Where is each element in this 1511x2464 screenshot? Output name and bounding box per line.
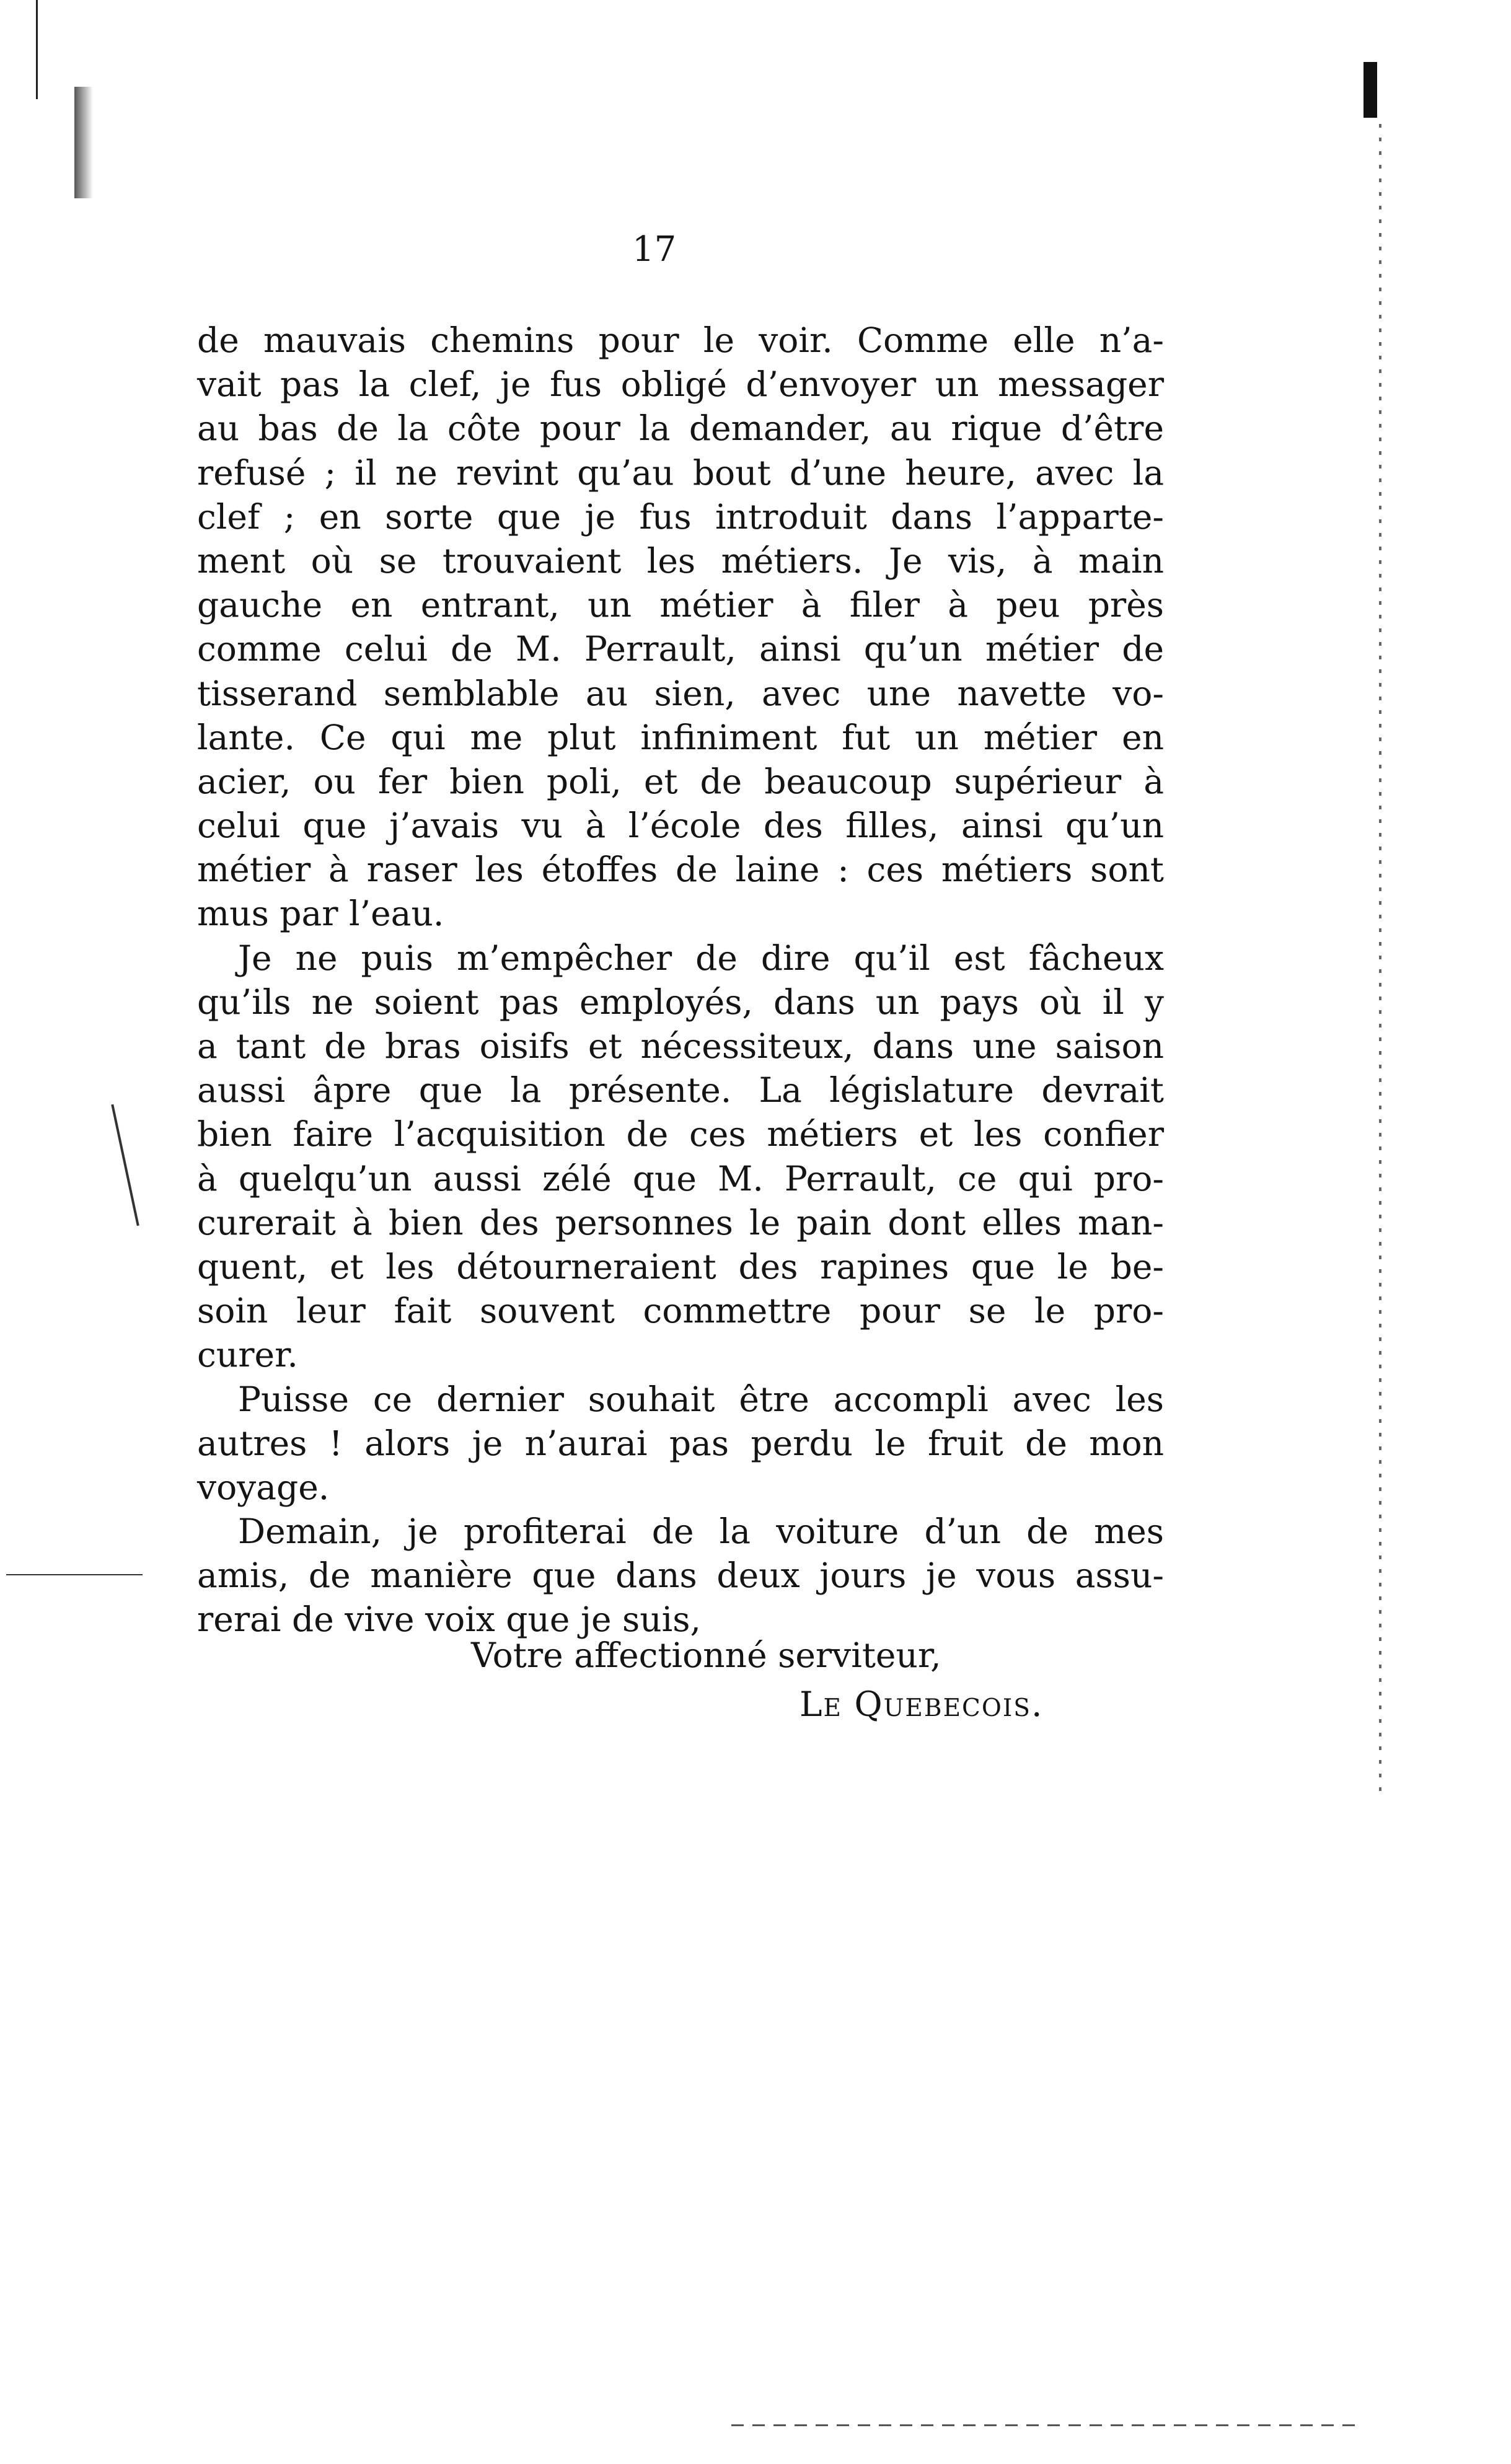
text-line: voyage.	[197, 1467, 330, 1507]
text-line: autres ! alors je n’aurai pas perdu le fruit de mon	[197, 1423, 1164, 1463]
text-line: curer.	[197, 1335, 298, 1375]
text-line: au bas de la côte pour la demander, au rique d’être	[197, 408, 1164, 449]
body-text	[197, 319, 1164, 1642]
text-line: celui que j’avais vu à l’école des filles, ainsi qu’un	[197, 806, 1164, 846]
text-line: ment où se trouvaient les métiers. Je vis, à main	[197, 540, 1164, 581]
text-line: refusé ; il ne revint qu’au bout d’une heure, avec la	[197, 452, 1164, 493]
text-line: métier à raser les étoffes de laine : ces métiers sont	[197, 850, 1164, 890]
bottom-edge-line	[731, 2424, 1363, 2426]
text-line: mus par l’eau.	[197, 894, 444, 934]
text-line: qu’ils ne soient pas employés, dans un pays où il y	[197, 982, 1164, 1022]
page-number: 17	[632, 229, 677, 270]
text-line: bien faire l’acquisition de ces métiers et les confier	[197, 1114, 1164, 1155]
text-line: acier, ou fer bien poli, et de beaucoup supérieur à	[197, 761, 1164, 801]
left-margin-stroke	[111, 1104, 139, 1226]
text-line: amis, de manière que dans deux jours je vous assu-	[197, 1555, 1164, 1596]
text-line: Puisse ce dernier souhait être accompli avec les	[238, 1379, 1164, 1419]
left-page-shadow	[74, 87, 93, 198]
letter-signature: Le Quebecois.	[800, 1684, 1044, 1724]
text-line: clef ; en sorte que je fus introduit dans l’apparte-	[197, 496, 1164, 537]
text-line: curerait à bien des personnes le pain dont elles man-	[197, 1202, 1164, 1243]
text-line: Je ne puis m’empêcher de dire qu’il est fâcheux	[238, 938, 1164, 978]
text-line: comme celui de M. Perrault, ainsi qu’un métier de	[197, 629, 1164, 669]
left-margin-rule	[6, 1574, 143, 1575]
text-line: aussi âpre que la présente. La législature devrait	[197, 1070, 1164, 1111]
text-line: quent, et les détourneraient des rapines que le be-	[197, 1246, 1164, 1287]
text-line: lante. Ce qui me plut infiniment fut un métier en	[197, 717, 1164, 757]
text-line: à quelqu’un aussi zélé que M. Perrault, ce qui pro-	[197, 1158, 1164, 1199]
text-line: gauche en entrant, un métier à filer à peu près	[197, 585, 1164, 625]
text-line: de mauvais chemins pour le voir. Comme elle n’a-	[197, 320, 1164, 360]
letter-closing: Votre affectionné serviteur,	[471, 1635, 941, 1675]
right-edge-dots	[1379, 124, 1381, 1797]
text-line: vait pas la clef, je fus obligé d’envoyer un messager	[197, 364, 1164, 405]
right-page-shadow	[1363, 62, 1377, 118]
text-line: rerai de vive voix que je suis,	[197, 1599, 701, 1640]
text-line: Demain, je profiterai de la voiture d’un de mes	[238, 1511, 1164, 1552]
left-binding-edge	[36, 0, 38, 99]
text-line: soin leur fait souvent commettre pour se le pro-	[197, 1291, 1164, 1331]
text-line: tisserand semblable au sien, avec une navette vo-	[197, 673, 1164, 713]
text-line: a tant de bras oisifs et nécessiteux, dans une saison	[197, 1026, 1164, 1066]
